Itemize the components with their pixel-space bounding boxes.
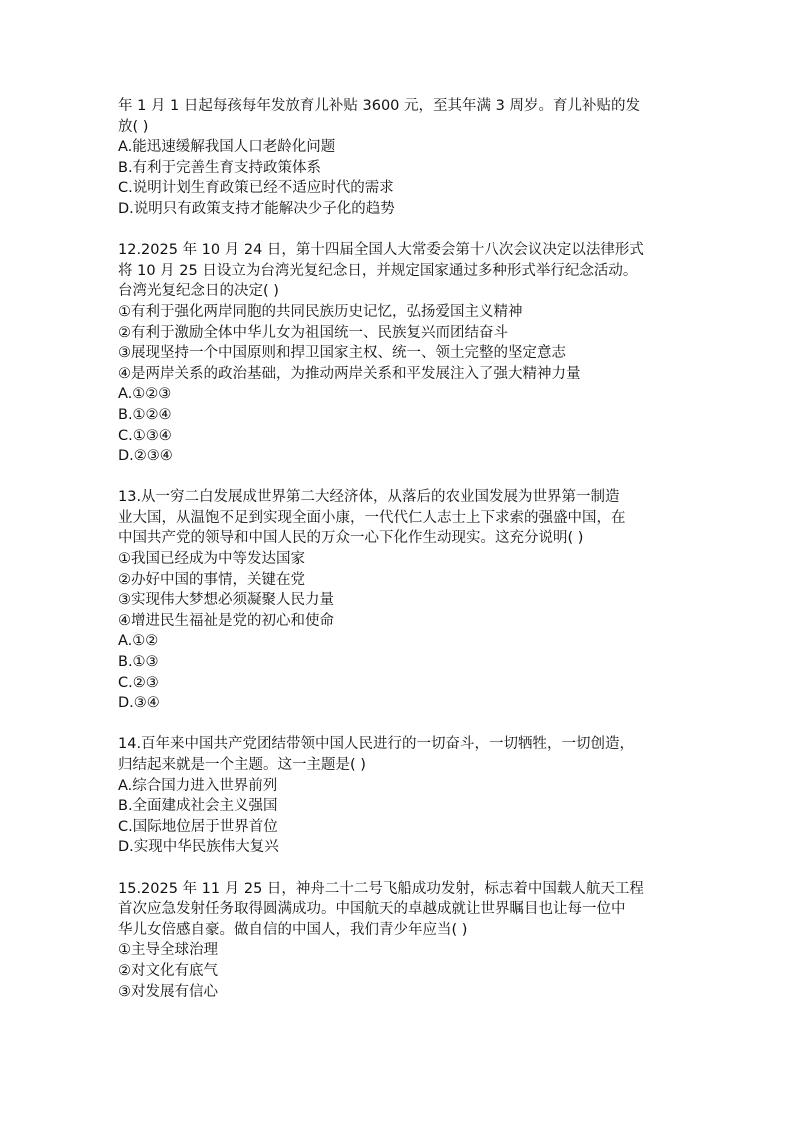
- option-a: A.①②: [118, 633, 159, 650]
- question-stem-line: 放( ): [118, 118, 149, 135]
- statement-4: ④是两岸关系的政治基础，为推动两岸关系和平发展注入了强大精神力量: [118, 365, 581, 382]
- option-d: D.说明只有政策支持才能解决少子化的趋势: [118, 200, 395, 217]
- statement-2: ②对文化有底气: [118, 962, 218, 979]
- statement-4: ④增进民生福祉是党的初心和使命: [118, 612, 334, 629]
- option-c: C.①③④: [118, 427, 172, 444]
- option-d: D.实现中华民族伟大复兴: [118, 839, 279, 856]
- option-b: B.有利于完善生育支持政策体系: [118, 159, 322, 176]
- statement-2: ②有利于激励全体中华儿女为祖国统一、民族复兴而团结奋斗: [118, 324, 508, 341]
- question-stem-line: 15.2025 年 11 月 25 日，神舟二十二号飞船成功发射，标志着中国载人航天工程: [118, 880, 644, 897]
- spacer: [118, 714, 688, 735]
- option-b: B.①③: [118, 654, 159, 671]
- question-stem-line: 14.百年来中国共产党团结带领中国人民进行的一切奋斗，一切牺牲，一切创造，: [118, 736, 635, 753]
- statement-3: ③实现伟大梦想必须凝聚人民力量: [118, 592, 334, 609]
- option-c: C.国际地位居于世界首位: [118, 818, 278, 835]
- question-13: [118, 487, 688, 714]
- statement-2: ②办好中国的事情，关键在党: [118, 571, 305, 588]
- question-stem-line: 归结起来就是一个主题。这一主题是( ): [118, 757, 366, 773]
- option-a: A.综合国力进入世界前列: [118, 777, 278, 794]
- statement-3: ③展现坚持一个中国原则和捍卫国家主权、统一、领土完整的坚定意志: [118, 345, 566, 362]
- statement-3: ③对发展有信心: [118, 983, 218, 1000]
- exam-page: [118, 96, 688, 1002]
- option-a: A.能迅速缓解我国人口老龄化问题: [118, 139, 336, 156]
- statement-1: ①主导全球治理: [118, 942, 218, 959]
- question-stem-line: 台湾光复纪念日的决定( ): [118, 283, 279, 300]
- question-stem-line: 首次应急发射任务取得圆满成功。中国航天的卓越成就让世界瞩目也让每一位中: [118, 901, 626, 918]
- question-14: [118, 734, 688, 858]
- option-d: D.②③④: [118, 448, 173, 465]
- option-b: B.全面建成社会主义强国: [118, 798, 278, 815]
- option-a: A.①②③: [118, 386, 172, 403]
- question-stem-line: 将 10 月 25 日设立为台湾光复纪念日，并规定国家通过多种形式举行纪念活动。: [118, 262, 638, 279]
- question-stem-line: 年 1 月 1 日起每孩每年发放育儿补贴 3600 元，至其年满 3 周岁。育儿补贴的发: [118, 98, 640, 114]
- question-stem-line: 中国共产党的领导和中国人民的万众一心下化作生动现实。这充分说明( ): [118, 530, 584, 547]
- statement-1: ①有利于强化两岸同胞的共同民族历史记忆，弘扬爱国主义精神: [118, 303, 523, 320]
- question-12: [118, 240, 688, 467]
- question-stem-line: 13.从一穷二白发展成世界第二大经济体，从落后的农业国发展为世界第一制造: [118, 489, 620, 506]
- spacer: [118, 858, 688, 879]
- spacer: [118, 467, 688, 488]
- question-11: [118, 96, 688, 220]
- question-15: [118, 879, 688, 1003]
- question-stem-line: 12.2025 年 10 月 24 日，第十四届全国人大常委会第十八次会议决定以法律形式: [118, 242, 644, 259]
- spacer: [118, 220, 688, 241]
- option-c: C.说明计划生育政策已经不适应时代的需求: [118, 180, 394, 197]
- question-stem-line: 业大国，从温饱不足到实现全面小康，一代代仁人志士上下求索的强盛中国，在: [118, 509, 626, 526]
- option-b: B.①②④: [118, 406, 172, 423]
- statement-1: ①我国已经成为中等发达国家: [118, 551, 305, 568]
- option-c: C.②③: [118, 674, 159, 691]
- question-stem-line: 华儿女倍感自豪。做自信的中国人，我们青少年应当( ): [118, 921, 468, 938]
- option-d: D.③④: [118, 695, 160, 712]
